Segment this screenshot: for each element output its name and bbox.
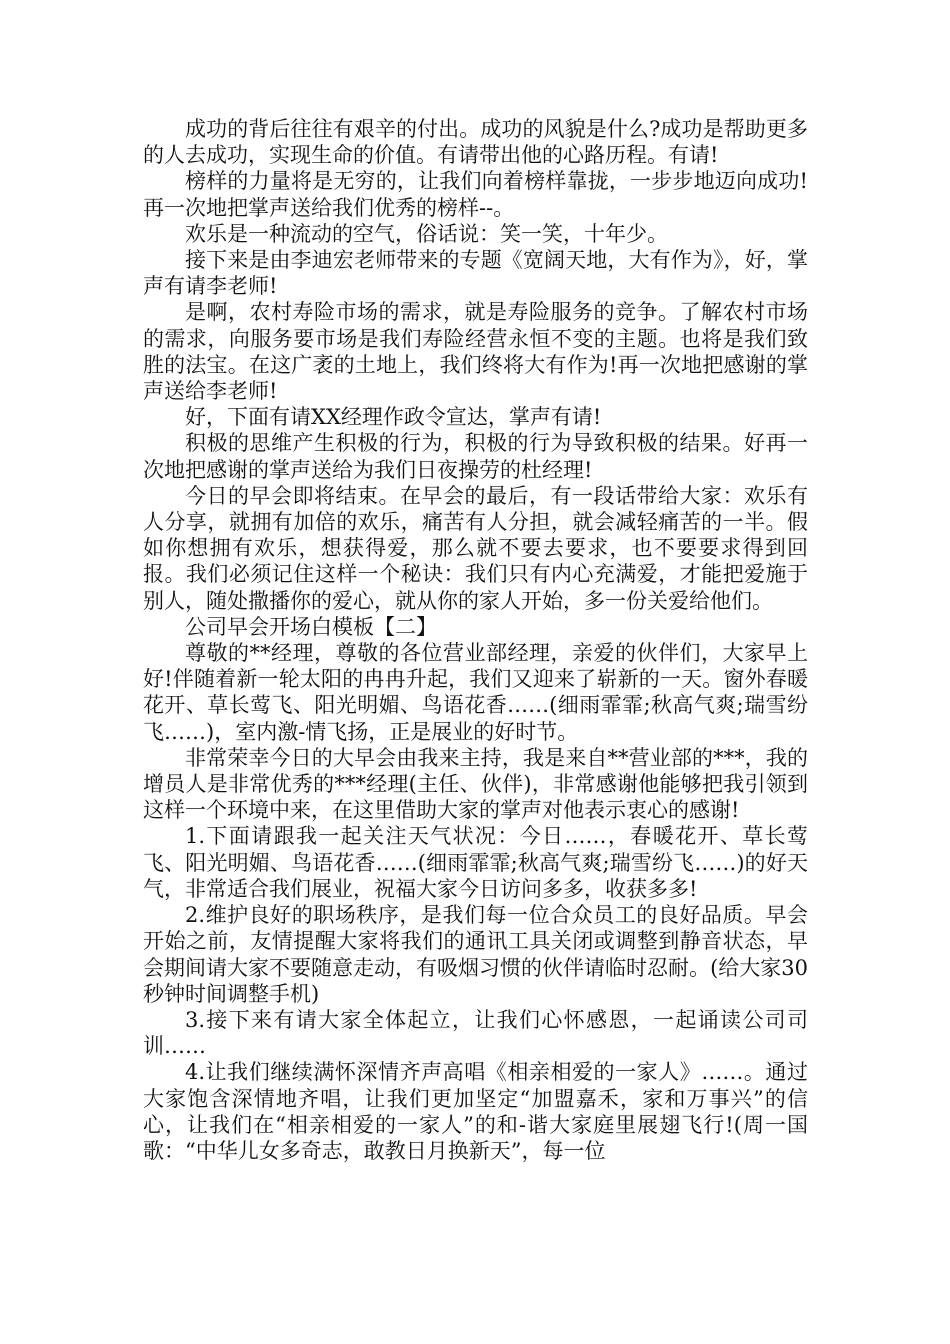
paragraph: 好，下面有请XX经理作政令宣达，掌声有请! [185, 405, 602, 430]
list-item: 3.接下来有请大家全体起立，让我们心怀感恩，一起诵读公司司训…… [143, 1007, 808, 1059]
section-heading: 公司早会开场白模板【二】 [185, 614, 437, 639]
document-page [143, 116, 808, 1164]
list-item: 2.维护良好的职场秩序，是我们每一位合众员工的良好品质。早会开始之前，友情提醒大家将我们的通讯工具关闭或调整到静音状态，早会期间请大家不要随意走动，有吸烟习惯的伙伴请临时忍耐。(给大家30秒钟时间调整手机) [143, 903, 808, 1006]
paragraph: 欢乐是一种流动的空气，俗话说：笑一笑，十年少。 [185, 221, 668, 246]
paragraph: 成功的背后往往有艰辛的付出。成功的风貌是什么?成功是帮助更多的人去成功，实现生命的价值。有请带出他的心路历程。有请! [143, 117, 808, 168]
paragraph: 接下来是由李迪宏老师带来的专题《宽阔天地，大有作为》，好，掌声有请李老师! [143, 248, 808, 299]
paragraph: 积极的思维产生积极的行为，积极的行为导致积极的结果。好再一次地把感谢的掌声送给为我们日夜操劳的杜经理! [143, 431, 808, 482]
paragraph: 尊敬的**经理，尊敬的各位营业部经理，亲爱的伙伴们，大家早上好!伴随着新一轮太阳的冉冉升起，我们又迎来了崭新的一天。窗外春暖花开、草长莺飞、阳光明媚、鸟语花香……(细雨霏霏;秋高气爽;瑞雪纷飞……)，室内激-情飞扬，正是展业的好时节。 [143, 641, 808, 744]
paragraph: 榜样的力量将是无穷的，让我们向着榜样靠拢，一步步地迈向成功!再一次地把掌声送给我们优秀的榜样--。 [143, 169, 808, 220]
list-item: 4.让我们继续满怀深情齐声高唱《相亲相爱的一家人》……。通过大家饱含深情地齐唱，让我们更加坚定“加盟嘉禾，家和万事兴”的信心，让我们在“相亲相爱的一家人”的和-谐大家庭里展翅飞行!(周一国歌：“中华儿女多奇志，敢教日月换新天”，每一位 [143, 1060, 808, 1163]
paragraph: 是啊，农村寿险市场的需求，就是寿险服务的竞争。了解农村市场的需求，向服务要市场是我们寿险经营永恒不变的主题。也将是我们致胜的法宝。在这广袤的土地上，我们终将大有作为!再一次地把感谢的掌声送给李老师! [143, 300, 808, 404]
list-item: 1.下面请跟我一起关注天气状况：今日……，春暖花开、草长莺飞、阳光明媚、鸟语花香……(细雨霏霏;秋高气爽;瑞雪纷飞……)的好天气，非常适合我们展业，祝福大家今日访问多多，收获多多! [143, 824, 808, 901]
paragraph: 非常荣幸今日的大早会由我来主持，我是来自**营业部的***，我的增员人是非常优秀的***经理(主任、伙伴)，非常感谢他能够把我引领到这样一个环境中来，在这里借助大家的掌声对他表示衷心的感谢! [143, 745, 808, 823]
paragraph: 今日的早会即将结束。在早会的最后，有一段话带给大家：欢乐有人分享，就拥有加倍的欢乐，痛苦有人分担，就会减轻痛苦的一半。假如你想拥有欢乐，想获得爱，那么就不要去要求，也不要要求得到回报。我们必须记住这样一个秘诀：我们只有内心充满爱，才能把爱施于别人，随处撒播你的爱心，就从你的家人开始，多一份关爱给他们。 [143, 483, 808, 613]
